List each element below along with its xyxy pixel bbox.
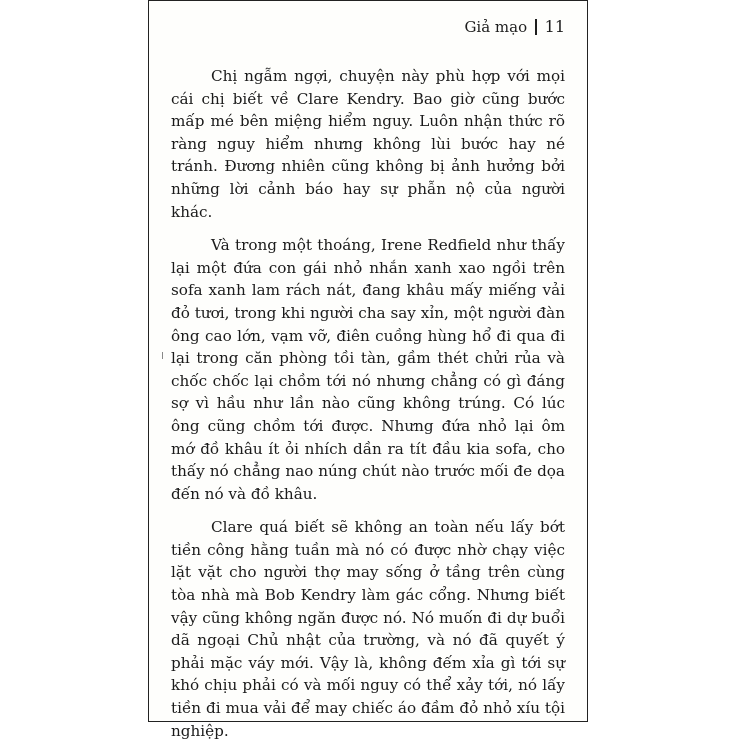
page-number: 11 bbox=[544, 17, 565, 36]
running-header bbox=[464, 17, 565, 36]
header-separator bbox=[535, 19, 537, 35]
paragraph-2: Và trong một thoáng, Irene Redfield như thấy lại một đứa con gái nhỏ nhắn xanh xao ngồi trên sofa xanh lam rách nát, đang khâu mấy miếng vải đỏ tươi, trong khi người cha say xỉn, một người đàn ông cao lớn, vạm vỡ, điên cuồng hùng hổ đi qua đi lại trong căn phòng tồi tàn, gầm thét chửi rủa và chốc chốc lại chồm tới nó nhưng chẳng có gì đáng sợ vì hầu như lần nào cũng không trúng. Có lúc ông cũng chồm tới được. Nhưng đứa nhỏ lại ôm mớ đồ khâu ít ỏi nhích dần ra tít đầu kia sofa, cho thấy nó chẳng nao núng chút nào trước mối đe dọa đến nó và đồ khâu. bbox=[171, 236, 565, 503]
book-page bbox=[148, 0, 588, 740]
chapter-title: Giả mạo bbox=[464, 17, 528, 36]
paragraph-1: Chị ngẫm ngợi, chuyện này phù hợp với mọi cái chị biết về Clare Kendry. Bao giờ cũng bước mấp mé bên miệng hiểm nguy. Luôn nhận thức rõ ràng nguy hiểm nhưng không lùi bước hay né tránh. Đương nhiên cũng không bị ảnh hưởng bởi những lời cảnh báo hay sự phẫn nộ của người khác. bbox=[171, 67, 565, 221]
body-text bbox=[171, 65, 565, 753]
paragraph-3: Clare quá biết sẽ không an toàn nếu lấy bớt tiền công hằng tuần mà nó có được nhờ chạy việc lặt vặt cho người thợ may sống ở tầng trên cùng tòa nhà mà Bob Kendry làm gác cổng. Nhưng biết vậy cũng không ngăn được nó. Nó muốn đi dự buổi dã ngoại Chủ nhật của trường, và nó đã quyết ý phải mặc váy mới. Vậy là, không đếm xỉa gì tới sự khó chịu phải có và mối nguy có thể xảy tới, nó lấy tiền đi mua vải để may chiếc áo đầm đỏ nhỏ xíu tội nghiệp. bbox=[171, 518, 565, 740]
margin-mark bbox=[162, 352, 163, 359]
